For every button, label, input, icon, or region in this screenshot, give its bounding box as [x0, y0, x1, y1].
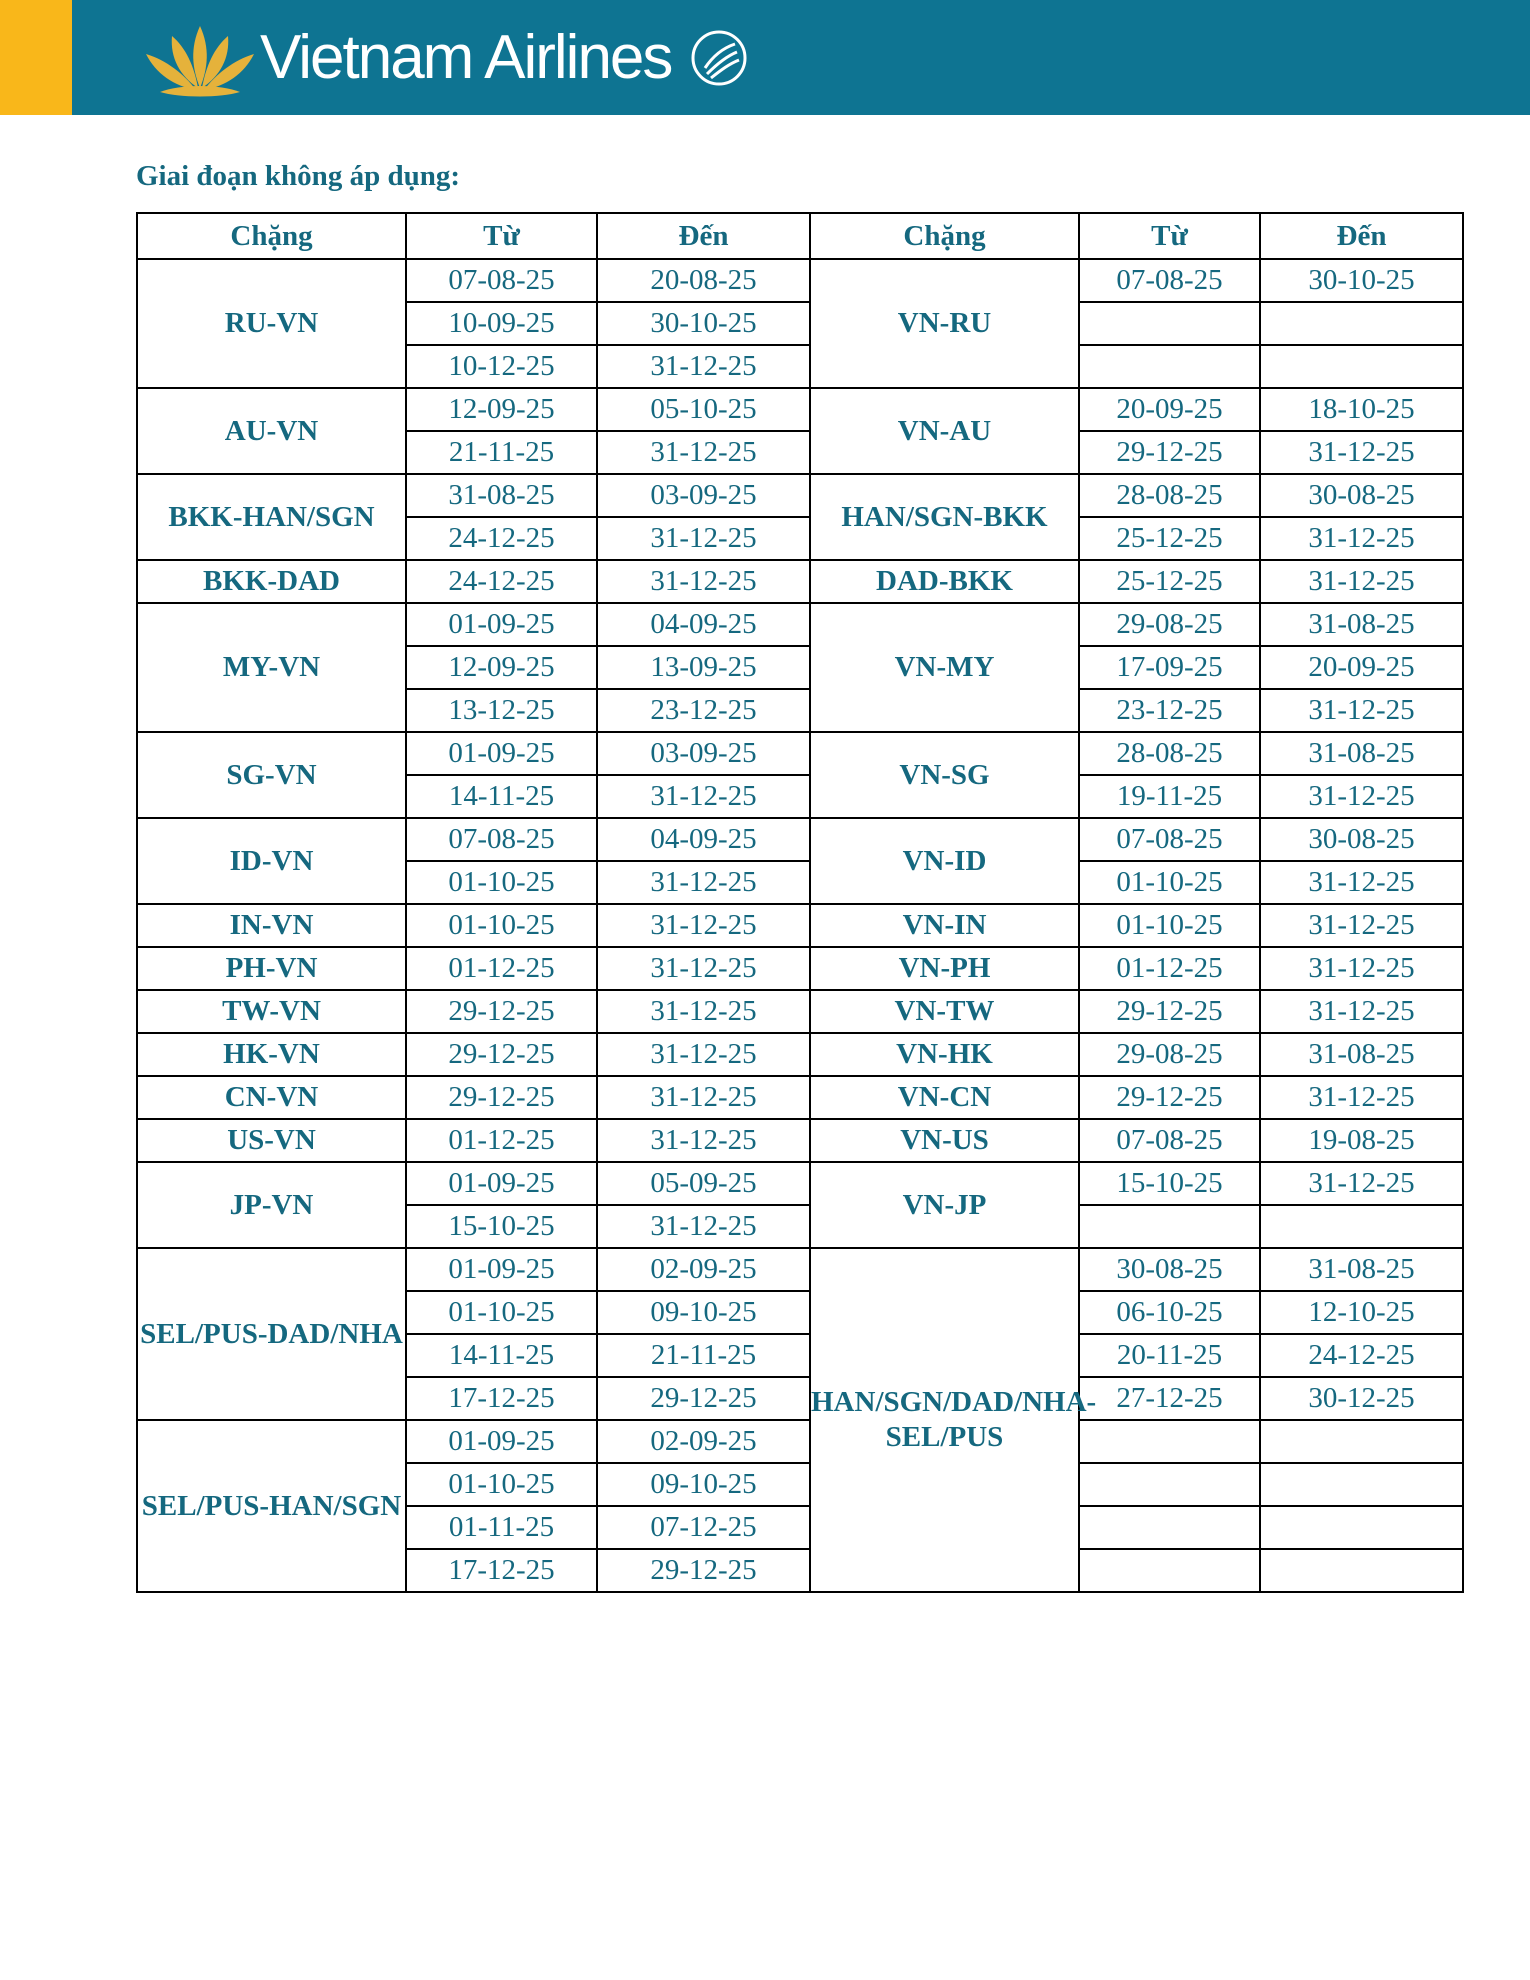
- table-row: [137, 560, 1463, 603]
- date-cell: [1079, 1549, 1260, 1592]
- date-cell: 17-09-25: [1079, 646, 1260, 689]
- date-cell: 01-09-25: [406, 1248, 597, 1291]
- exclusion-periods-table: [136, 212, 1464, 1593]
- skyteam-logo-icon: [683, 22, 755, 94]
- date-cell: [1260, 1506, 1463, 1549]
- route-cell: VN-SG: [810, 732, 1079, 818]
- date-cell: 14-11-25: [406, 775, 597, 818]
- table-row: [137, 1119, 1463, 1162]
- date-cell: 30-10-25: [1260, 259, 1463, 302]
- date-cell: 31-12-25: [597, 904, 810, 947]
- date-cell: [1260, 1463, 1463, 1506]
- date-cell: [1079, 345, 1260, 388]
- date-cell: 31-12-25: [597, 517, 810, 560]
- vietnam-airlines-logo: [140, 8, 755, 108]
- route-cell: US-VN: [137, 1119, 406, 1162]
- date-cell: [1260, 1205, 1463, 1248]
- route-cell: PH-VN: [137, 947, 406, 990]
- date-cell: 19-11-25: [1079, 775, 1260, 818]
- route-cell: MY-VN: [137, 603, 406, 732]
- date-cell: 04-09-25: [597, 818, 810, 861]
- date-cell: 17-12-25: [406, 1549, 597, 1592]
- route-cell: VN-ID: [810, 818, 1079, 904]
- date-cell: 31-12-25: [597, 1033, 810, 1076]
- date-cell: [1079, 1420, 1260, 1463]
- date-cell: 07-08-25: [1079, 818, 1260, 861]
- route-cell: VN-US: [810, 1119, 1079, 1162]
- date-cell: 31-12-25: [597, 861, 810, 904]
- table-row: [137, 603, 1463, 646]
- date-cell: 28-08-25: [1079, 474, 1260, 517]
- date-cell: 24-12-25: [406, 517, 597, 560]
- date-cell: 31-12-25: [1260, 775, 1463, 818]
- date-cell: 01-10-25: [406, 1291, 597, 1334]
- route-cell: JP-VN: [137, 1162, 406, 1248]
- date-cell: 07-08-25: [406, 259, 597, 302]
- route-cell: TW-VN: [137, 990, 406, 1033]
- route-cell: VN-JP: [810, 1162, 1079, 1248]
- date-cell: 31-12-25: [1260, 904, 1463, 947]
- date-cell: 31-08-25: [1260, 1248, 1463, 1291]
- date-cell: 07-08-25: [1079, 1119, 1260, 1162]
- date-cell: 01-09-25: [406, 1420, 597, 1463]
- lotus-icon: [140, 18, 260, 98]
- header-to-outbound: Đến: [597, 213, 810, 259]
- table-row: [137, 474, 1463, 517]
- table-row: [137, 259, 1463, 302]
- date-cell: 31-08-25: [1260, 603, 1463, 646]
- date-cell: 29-12-25: [406, 1033, 597, 1076]
- date-cell: 31-12-25: [597, 345, 810, 388]
- date-cell: 24-12-25: [1260, 1334, 1463, 1377]
- route-cell: VN-PH: [810, 947, 1079, 990]
- date-cell: 09-10-25: [597, 1291, 810, 1334]
- date-cell: 01-12-25: [406, 947, 597, 990]
- date-cell: 13-09-25: [597, 646, 810, 689]
- table-row: [137, 388, 1463, 431]
- route-cell: VN-RU: [810, 259, 1079, 388]
- date-cell: 31-08-25: [1260, 1033, 1463, 1076]
- date-cell: 31-12-25: [597, 990, 810, 1033]
- date-cell: 07-08-25: [406, 818, 597, 861]
- date-cell: 01-10-25: [406, 904, 597, 947]
- date-cell: 20-11-25: [1079, 1334, 1260, 1377]
- date-cell: 29-08-25: [1079, 1033, 1260, 1076]
- table-row: [137, 990, 1463, 1033]
- date-cell: 20-08-25: [597, 259, 810, 302]
- date-cell: 12-10-25: [1260, 1291, 1463, 1334]
- route-cell: IN-VN: [137, 904, 406, 947]
- date-cell: 29-12-25: [406, 1076, 597, 1119]
- date-cell: 18-10-25: [1260, 388, 1463, 431]
- date-cell: 29-12-25: [406, 990, 597, 1033]
- date-cell: 20-09-25: [1260, 646, 1463, 689]
- route-cell: VN-MY: [810, 603, 1079, 732]
- date-cell: [1079, 1205, 1260, 1248]
- date-cell: 30-08-25: [1079, 1248, 1260, 1291]
- date-cell: [1260, 345, 1463, 388]
- route-cell: SEL/PUS-HAN/SGN: [137, 1420, 406, 1592]
- date-cell: [1079, 302, 1260, 345]
- date-cell: [1260, 1420, 1463, 1463]
- date-cell: 27-12-25: [1079, 1377, 1260, 1420]
- date-cell: 06-10-25: [1079, 1291, 1260, 1334]
- route-cell: VN-TW: [810, 990, 1079, 1033]
- route-cell: BKK-HAN/SGN: [137, 474, 406, 560]
- route-cell: VN-CN: [810, 1076, 1079, 1119]
- date-cell: 31-12-25: [1260, 990, 1463, 1033]
- date-cell: 31-12-25: [597, 775, 810, 818]
- route-cell: VN-IN: [810, 904, 1079, 947]
- date-cell: 31-12-25: [1260, 861, 1463, 904]
- header-route-inbound: Chặng: [810, 213, 1079, 259]
- date-cell: 31-12-25: [1260, 1162, 1463, 1205]
- date-cell: 05-09-25: [597, 1162, 810, 1205]
- table-row: [137, 904, 1463, 947]
- route-cell: ID-VN: [137, 818, 406, 904]
- date-cell: 31-12-25: [1260, 517, 1463, 560]
- date-cell: 31-12-25: [597, 1076, 810, 1119]
- table-header-row: [137, 213, 1463, 259]
- date-cell: 01-09-25: [406, 732, 597, 775]
- date-cell: 04-09-25: [597, 603, 810, 646]
- table-row: [137, 1076, 1463, 1119]
- date-cell: [1079, 1463, 1260, 1506]
- date-cell: 20-09-25: [1079, 388, 1260, 431]
- table-row: [137, 732, 1463, 775]
- table-row: [137, 818, 1463, 861]
- brand-name: Vietnam Airlines: [260, 23, 672, 92]
- header-from-inbound: Từ: [1079, 213, 1260, 259]
- date-cell: 29-12-25: [1079, 431, 1260, 474]
- date-cell: 05-10-25: [597, 388, 810, 431]
- date-cell: [1260, 302, 1463, 345]
- date-cell: 01-10-25: [406, 861, 597, 904]
- date-cell: 21-11-25: [406, 431, 597, 474]
- header-from-outbound: Từ: [406, 213, 597, 259]
- date-cell: 10-09-25: [406, 302, 597, 345]
- date-cell: 01-11-25: [406, 1506, 597, 1549]
- date-cell: 19-08-25: [1260, 1119, 1463, 1162]
- date-cell: 01-10-25: [1079, 904, 1260, 947]
- date-cell: 31-12-25: [597, 431, 810, 474]
- route-cell: HK-VN: [137, 1033, 406, 1076]
- table-row: [137, 947, 1463, 990]
- date-cell: 29-12-25: [1079, 990, 1260, 1033]
- date-cell: 01-12-25: [1079, 947, 1260, 990]
- date-cell: 31-12-25: [1260, 689, 1463, 732]
- brand-header: [0, 0, 1530, 115]
- date-cell: 31-08-25: [1260, 732, 1463, 775]
- route-cell: AU-VN: [137, 388, 406, 474]
- date-cell: 10-12-25: [406, 345, 597, 388]
- date-cell: 31-12-25: [597, 1205, 810, 1248]
- table-row: [137, 1033, 1463, 1076]
- date-cell: 31-12-25: [597, 1119, 810, 1162]
- date-cell: 24-12-25: [406, 560, 597, 603]
- route-cell: SG-VN: [137, 732, 406, 818]
- date-cell: 02-09-25: [597, 1248, 810, 1291]
- date-cell: [1079, 1506, 1260, 1549]
- route-cell: BKK-DAD: [137, 560, 406, 603]
- date-cell: 17-12-25: [406, 1377, 597, 1420]
- route-cell: RU-VN: [137, 259, 406, 388]
- table-row: [137, 1420, 1463, 1463]
- date-cell: 07-08-25: [1079, 259, 1260, 302]
- date-cell: 31-12-25: [1260, 560, 1463, 603]
- section-heading: Giai đoạn không áp dụng:: [136, 160, 460, 192]
- route-cell: HAN/SGN/DAD/NHA-SEL/PUS: [810, 1248, 1079, 1592]
- date-cell: 12-09-25: [406, 646, 597, 689]
- date-cell: 01-10-25: [406, 1463, 597, 1506]
- date-cell: 30-08-25: [1260, 818, 1463, 861]
- date-cell: 01-09-25: [406, 1162, 597, 1205]
- date-cell: 30-12-25: [1260, 1377, 1463, 1420]
- route-cell: DAD-BKK: [810, 560, 1079, 603]
- date-cell: 25-12-25: [1079, 560, 1260, 603]
- date-cell: 23-12-25: [597, 689, 810, 732]
- date-cell: 31-12-25: [597, 560, 810, 603]
- date-cell: 28-08-25: [1079, 732, 1260, 775]
- table-row: [137, 1162, 1463, 1205]
- date-cell: 23-12-25: [1079, 689, 1260, 732]
- date-cell: 21-11-25: [597, 1334, 810, 1377]
- date-cell: 31-12-25: [1260, 431, 1463, 474]
- date-cell: 31-08-25: [406, 474, 597, 517]
- table-row: [137, 1248, 1463, 1291]
- date-cell: 31-12-25: [597, 947, 810, 990]
- header-accent-bar: [0, 0, 72, 115]
- route-cell: HAN/SGN-BKK: [810, 474, 1079, 560]
- date-cell: [1260, 1549, 1463, 1592]
- date-cell: 01-09-25: [406, 603, 597, 646]
- date-cell: 13-12-25: [406, 689, 597, 732]
- date-cell: 02-09-25: [597, 1420, 810, 1463]
- date-cell: 31-12-25: [1260, 947, 1463, 990]
- date-cell: 30-08-25: [1260, 474, 1463, 517]
- route-cell: VN-HK: [810, 1033, 1079, 1076]
- date-cell: 29-12-25: [1079, 1076, 1260, 1119]
- date-cell: 12-09-25: [406, 388, 597, 431]
- date-cell: 03-09-25: [597, 732, 810, 775]
- date-cell: 29-08-25: [1079, 603, 1260, 646]
- date-cell: 15-10-25: [1079, 1162, 1260, 1205]
- date-cell: 31-12-25: [1260, 1076, 1463, 1119]
- date-cell: 14-11-25: [406, 1334, 597, 1377]
- date-cell: 30-10-25: [597, 302, 810, 345]
- date-cell: 01-12-25: [406, 1119, 597, 1162]
- date-cell: 07-12-25: [597, 1506, 810, 1549]
- date-cell: 09-10-25: [597, 1463, 810, 1506]
- route-cell: SEL/PUS-DAD/NHA: [137, 1248, 406, 1420]
- date-cell: 29-12-25: [597, 1377, 810, 1420]
- header-to-inbound: Đến: [1260, 213, 1463, 259]
- date-cell: 29-12-25: [597, 1549, 810, 1592]
- route-cell: CN-VN: [137, 1076, 406, 1119]
- route-cell: VN-AU: [810, 388, 1079, 474]
- date-cell: 15-10-25: [406, 1205, 597, 1248]
- date-cell: 03-09-25: [597, 474, 810, 517]
- header-route-outbound: Chặng: [137, 213, 406, 259]
- date-cell: 01-10-25: [1079, 861, 1260, 904]
- date-cell: 25-12-25: [1079, 517, 1260, 560]
